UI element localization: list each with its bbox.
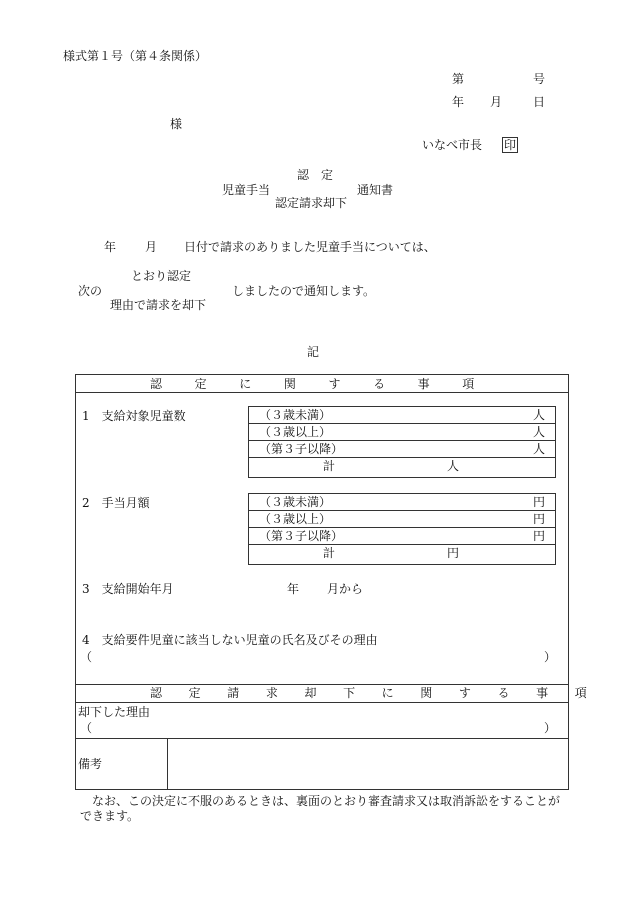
section1-header: 認 定 に 関 す る 事 項 (150, 377, 489, 391)
body-sentence: 日付で請求のありました児童手当については、 (184, 240, 436, 254)
rejection-paren-open: （ (80, 721, 93, 735)
section2-header: 認 定 請 求 却 下 に 関 す る 事 項 (150, 686, 599, 700)
title-approval: 認 定 (297, 168, 334, 182)
rejection-label: 却下した理由 (78, 705, 151, 719)
title-right: 通知書 (357, 183, 394, 197)
remarks-column-divider (167, 738, 168, 790)
body-suffix: しましたので通知します。 (232, 284, 376, 298)
item1-label: 1 支給対象児童数 (82, 409, 186, 423)
item3-year: 年 (287, 582, 300, 596)
form-label: 様式第１号（第４条関係） (63, 49, 208, 63)
item2-total-unit: 円 (447, 546, 460, 560)
seal-stamp: 印 (503, 138, 516, 152)
footnote: なお、この決定に不服のあるときは、裏面のとおり審査請求又は取消訴訟をすることができます。 (80, 794, 561, 823)
item2-total-label: 計 (323, 546, 336, 560)
date-year: 年 (452, 95, 465, 109)
body-prefix: 次の (78, 284, 103, 298)
body-year: 年 (104, 240, 117, 254)
item1-row2-label: （３歳以上） (259, 425, 332, 439)
number-suffix: 号 (533, 72, 546, 86)
issuer-name: いなべ市長 (422, 138, 483, 152)
item1-total-unit: 人 (447, 459, 460, 473)
item3-month-from: 月から (327, 582, 364, 596)
item4-paren-close: ） (544, 650, 557, 664)
remarks-divider (75, 738, 569, 739)
item4-paren-open: （ (80, 650, 93, 664)
item2-row1-label: （３歳未満） (259, 495, 332, 509)
body-option-approve: とおり認定 (131, 269, 192, 283)
title-left: 児童手当 (222, 183, 271, 197)
section2-divider-bottom (75, 702, 569, 703)
item4-label: 4 支給要件児童に該当しない児童の氏名及びその理由 (82, 633, 378, 647)
remarks-label: 備考 (78, 757, 103, 771)
body-option-reject: 理由で請求を却下 (110, 298, 207, 312)
item2-row1-unit: 円 (532, 495, 545, 509)
addressee-suffix: 様 (170, 117, 183, 131)
item2-breakdown (248, 493, 556, 565)
item1-total-label: 計 (323, 459, 336, 473)
item1-row3-label: （第３子以降） (259, 442, 344, 456)
item1-row1-label: （３歳未満） (259, 408, 332, 422)
item2-row3-unit: 円 (532, 529, 545, 543)
ki-heading: 記 (307, 345, 320, 359)
item1-breakdown (248, 406, 556, 478)
date-day: 日 (533, 95, 546, 109)
item2-row2-unit: 円 (532, 512, 545, 526)
item1-row3-unit: 人 (532, 442, 545, 456)
section1-divider (75, 392, 569, 393)
item3-label: 3 支給開始年月 (82, 582, 174, 596)
section2-divider-top (75, 684, 569, 685)
item2-row2-label: （３歳以上） (259, 512, 332, 526)
rejection-paren-close: ） (544, 721, 557, 735)
title-rejection: 認定請求却下 (275, 196, 348, 210)
item2-row3-label: （第３子以降） (259, 529, 344, 543)
item1-row2-unit: 人 (532, 425, 545, 439)
number-prefix: 第 (452, 72, 465, 86)
date-month: 月 (490, 95, 503, 109)
item2-label: 2 手当月額 (82, 496, 150, 510)
item1-row1-unit: 人 (532, 408, 545, 422)
body-month: 月 (145, 240, 158, 254)
